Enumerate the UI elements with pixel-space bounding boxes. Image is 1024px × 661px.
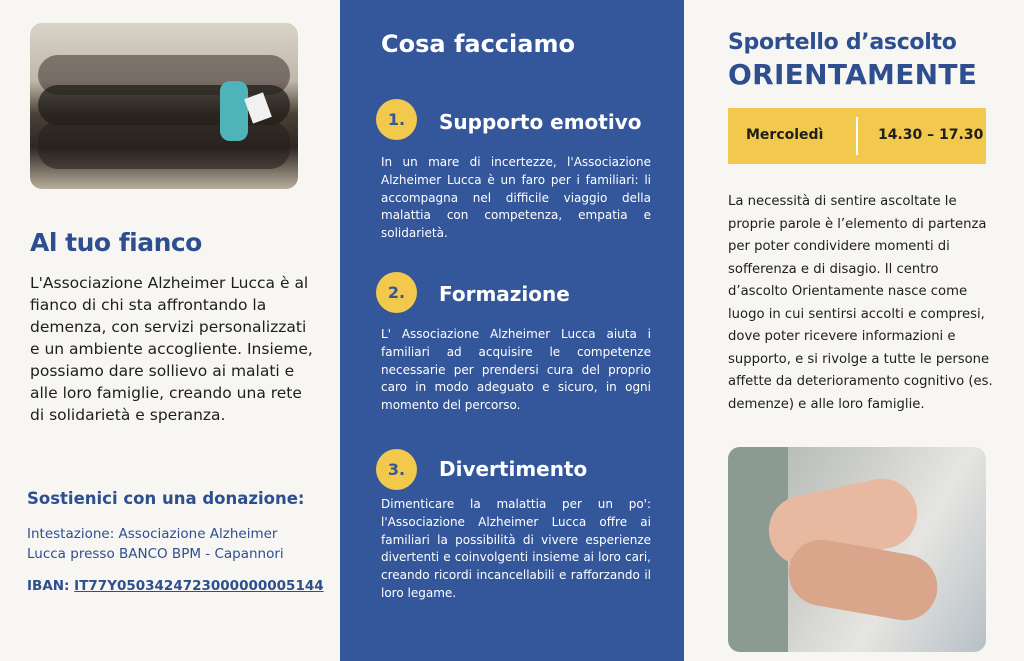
section-heading: Al tuo fianco bbox=[30, 228, 202, 257]
service-number-3: 3. bbox=[376, 449, 417, 490]
listening-desk-title: Sportello d’ascolto bbox=[728, 30, 957, 55]
group-photo bbox=[30, 23, 298, 189]
service-number-1: 1. bbox=[376, 99, 417, 140]
iban-label: IBAN: bbox=[27, 578, 75, 594]
service-number-2: 2. bbox=[376, 272, 417, 313]
services-title: Cosa facciamo bbox=[381, 30, 575, 58]
orientamente-title: ORIENTAMENTE bbox=[728, 58, 978, 91]
opening-hours-bar bbox=[728, 108, 986, 164]
service-text-2: L' Associazione Alzheimer Lucca aiuta i familiari ad acquisire le competenze necessarie per prendersi cura del proprio caro in modo adeguato e sicuro, in ogni momento del percorso. bbox=[381, 327, 651, 413]
listening-desk-text: La necessità di sentire ascoltate le proprie parole è l’elemento di partenza per poter condividere momenti di sofferenza e di disagio. Il centro d’ascolto Orientamente nasce come luogo in cui sentirsi accolti e compresi, dove poter ricevere informazioni e supporto, e si rivolge a tutte le persone affette da deterioramento cognitivo (es. demenze) e alle loro famiglie. bbox=[728, 194, 993, 412]
middle-panel bbox=[340, 0, 684, 661]
opening-time: 14.30 – 17.30 bbox=[878, 127, 984, 143]
service-title-2: Formazione bbox=[439, 282, 570, 306]
iban-link[interactable]: IT77Y0503424723000000005144 bbox=[74, 578, 324, 594]
hours-divider bbox=[856, 117, 858, 155]
right-panel bbox=[684, 0, 1024, 661]
opening-day: Mercoledì bbox=[746, 127, 824, 143]
intro-text: L'Associazione Alzheimer Lucca è al fianco di chi sta affrontando la demenza, con servizi personalizzati e un ambiente accogliente. Insieme, possiamo dare sollievo ai malati e alle loro famiglie, creando una rete di solidarietà e speranza. bbox=[30, 274, 313, 424]
service-title-3: Divertimento bbox=[439, 457, 588, 481]
donation-title: Sostienici con una donazione: bbox=[27, 489, 305, 508]
donation-text: Intestazione: Associazione Alzheimer Lucca presso BANCO BPM - Capannori bbox=[27, 526, 284, 562]
service-title-1: Supporto emotivo bbox=[439, 110, 642, 134]
iban-line bbox=[27, 578, 324, 594]
service-text-1: In un mare di incertezze, l'Associazione Alzheimer Lucca è un faro per i familiari: li accompagna nel difficile viaggio della malattia con competenza, empatia e solidarietà. bbox=[381, 155, 651, 241]
hands-photo bbox=[728, 447, 986, 652]
service-text-3: Dimenticare la malattia per un po': l'Associazione Alzheimer Lucca offre ai familiari la possibilità di vivere esperienze divertenti e coinvolgenti insieme ai loro cari, creando ricordi incancellabili e rafforzando il loro legame. bbox=[381, 497, 651, 600]
left-panel bbox=[0, 0, 340, 661]
